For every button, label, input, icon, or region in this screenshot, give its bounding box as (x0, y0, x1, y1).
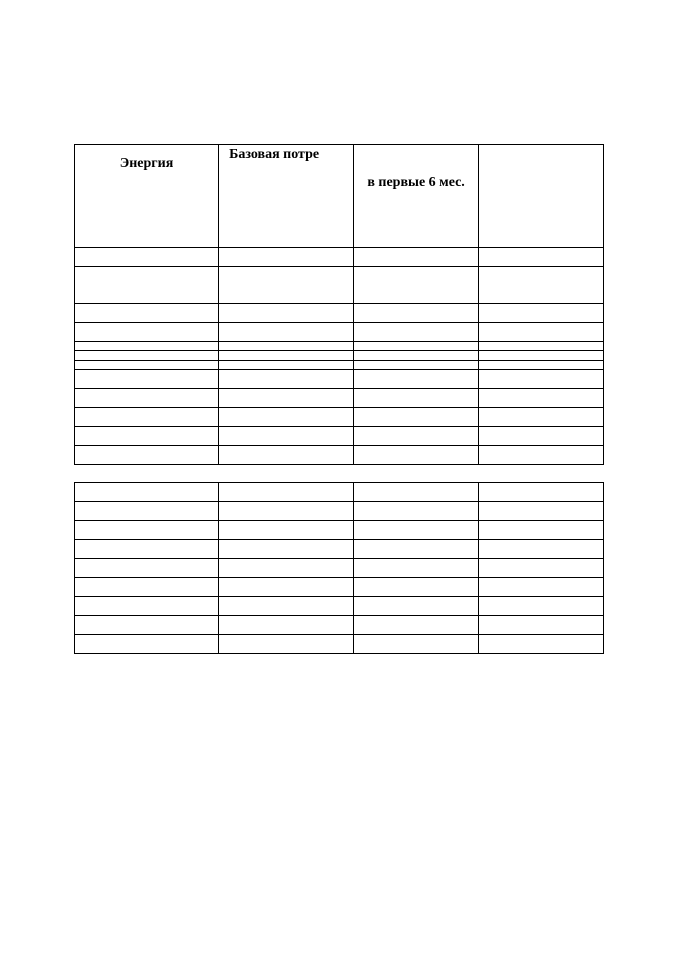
table-row (75, 597, 604, 616)
table-cell (219, 408, 354, 427)
table-cell (219, 502, 354, 521)
energy-table (74, 144, 604, 361)
table-cell (219, 540, 354, 559)
table-row (75, 483, 604, 502)
table-row (75, 616, 604, 635)
table-cell (479, 248, 604, 267)
table-cell (219, 446, 354, 465)
table-row (75, 370, 604, 389)
table-cell (75, 304, 219, 323)
table-cell (354, 351, 479, 370)
table-cell (75, 597, 219, 616)
table-cell (479, 578, 604, 597)
table-cell (219, 521, 354, 540)
table-cell (479, 597, 604, 616)
table-cell (219, 616, 354, 635)
table-cell (479, 635, 604, 654)
table-cell (219, 635, 354, 654)
table-cell (354, 483, 479, 502)
table-row (75, 323, 604, 342)
table-cell (219, 483, 354, 502)
table-row (75, 521, 604, 540)
table-cell (75, 323, 219, 342)
table-cell (75, 389, 219, 408)
table-cell (479, 502, 604, 521)
table-cell (354, 427, 479, 446)
table-row (75, 502, 604, 521)
table-cell (219, 389, 354, 408)
table-cell (75, 540, 219, 559)
table-cell (354, 559, 479, 578)
table-row (75, 540, 604, 559)
table-cell (219, 323, 354, 342)
header-first-6-months: в первые 6 мес. (354, 145, 479, 248)
table-cell (75, 502, 219, 521)
third-table (74, 482, 604, 654)
header-empty (479, 145, 604, 248)
table-cell (219, 370, 354, 389)
table-cell (354, 578, 479, 597)
table-cell (219, 267, 354, 304)
table-cell (479, 370, 604, 389)
table-cell (75, 616, 219, 635)
table-cell (479, 483, 604, 502)
table-cell (479, 427, 604, 446)
table-cell (479, 323, 604, 342)
table-cell (479, 446, 604, 465)
table-cell (75, 408, 219, 427)
table-cell (479, 267, 604, 304)
table-cell (75, 521, 219, 540)
table-cell (75, 267, 219, 304)
header-base-need: Базовая потре (219, 145, 354, 248)
table-cell (479, 559, 604, 578)
table-cell (354, 267, 479, 304)
table-cell (479, 304, 604, 323)
header-energy: Энергия (75, 145, 219, 248)
table-cell (75, 578, 219, 597)
table-cell (354, 616, 479, 635)
table-cell (354, 521, 479, 540)
table-cell (479, 408, 604, 427)
table-row (75, 559, 604, 578)
second-table (74, 350, 604, 465)
table-cell (219, 351, 354, 370)
table-cell (354, 304, 479, 323)
table-cell (354, 540, 479, 559)
table-header-row (75, 145, 604, 248)
table-cell (75, 248, 219, 267)
table-cell (219, 559, 354, 578)
table-cell (75, 427, 219, 446)
table-cell (219, 304, 354, 323)
table-cell (75, 351, 219, 370)
table-cell (479, 540, 604, 559)
table-cell (354, 389, 479, 408)
table-cell (354, 248, 479, 267)
table-cell (354, 635, 479, 654)
table-row (75, 389, 604, 408)
table-cell (75, 483, 219, 502)
table-cell (75, 370, 219, 389)
table-cell (479, 521, 604, 540)
table-cell (479, 389, 604, 408)
table-row (75, 635, 604, 654)
table-row (75, 427, 604, 446)
table-row (75, 408, 604, 427)
table-row (75, 304, 604, 323)
table-row (75, 351, 604, 370)
table-cell (354, 446, 479, 465)
table-cell (354, 597, 479, 616)
table-cell (75, 559, 219, 578)
table-row (75, 578, 604, 597)
table-cell (219, 578, 354, 597)
table-cell (354, 370, 479, 389)
table-row (75, 248, 604, 267)
table-row (75, 446, 604, 465)
table-cell (219, 597, 354, 616)
table-row (75, 267, 604, 304)
table-cell (219, 427, 354, 446)
table-cell (479, 616, 604, 635)
table-cell (75, 446, 219, 465)
table-cell (354, 323, 479, 342)
table-cell (219, 248, 354, 267)
table-cell (479, 351, 604, 370)
table-cell (354, 502, 479, 521)
table-cell (75, 635, 219, 654)
table-cell (354, 408, 479, 427)
